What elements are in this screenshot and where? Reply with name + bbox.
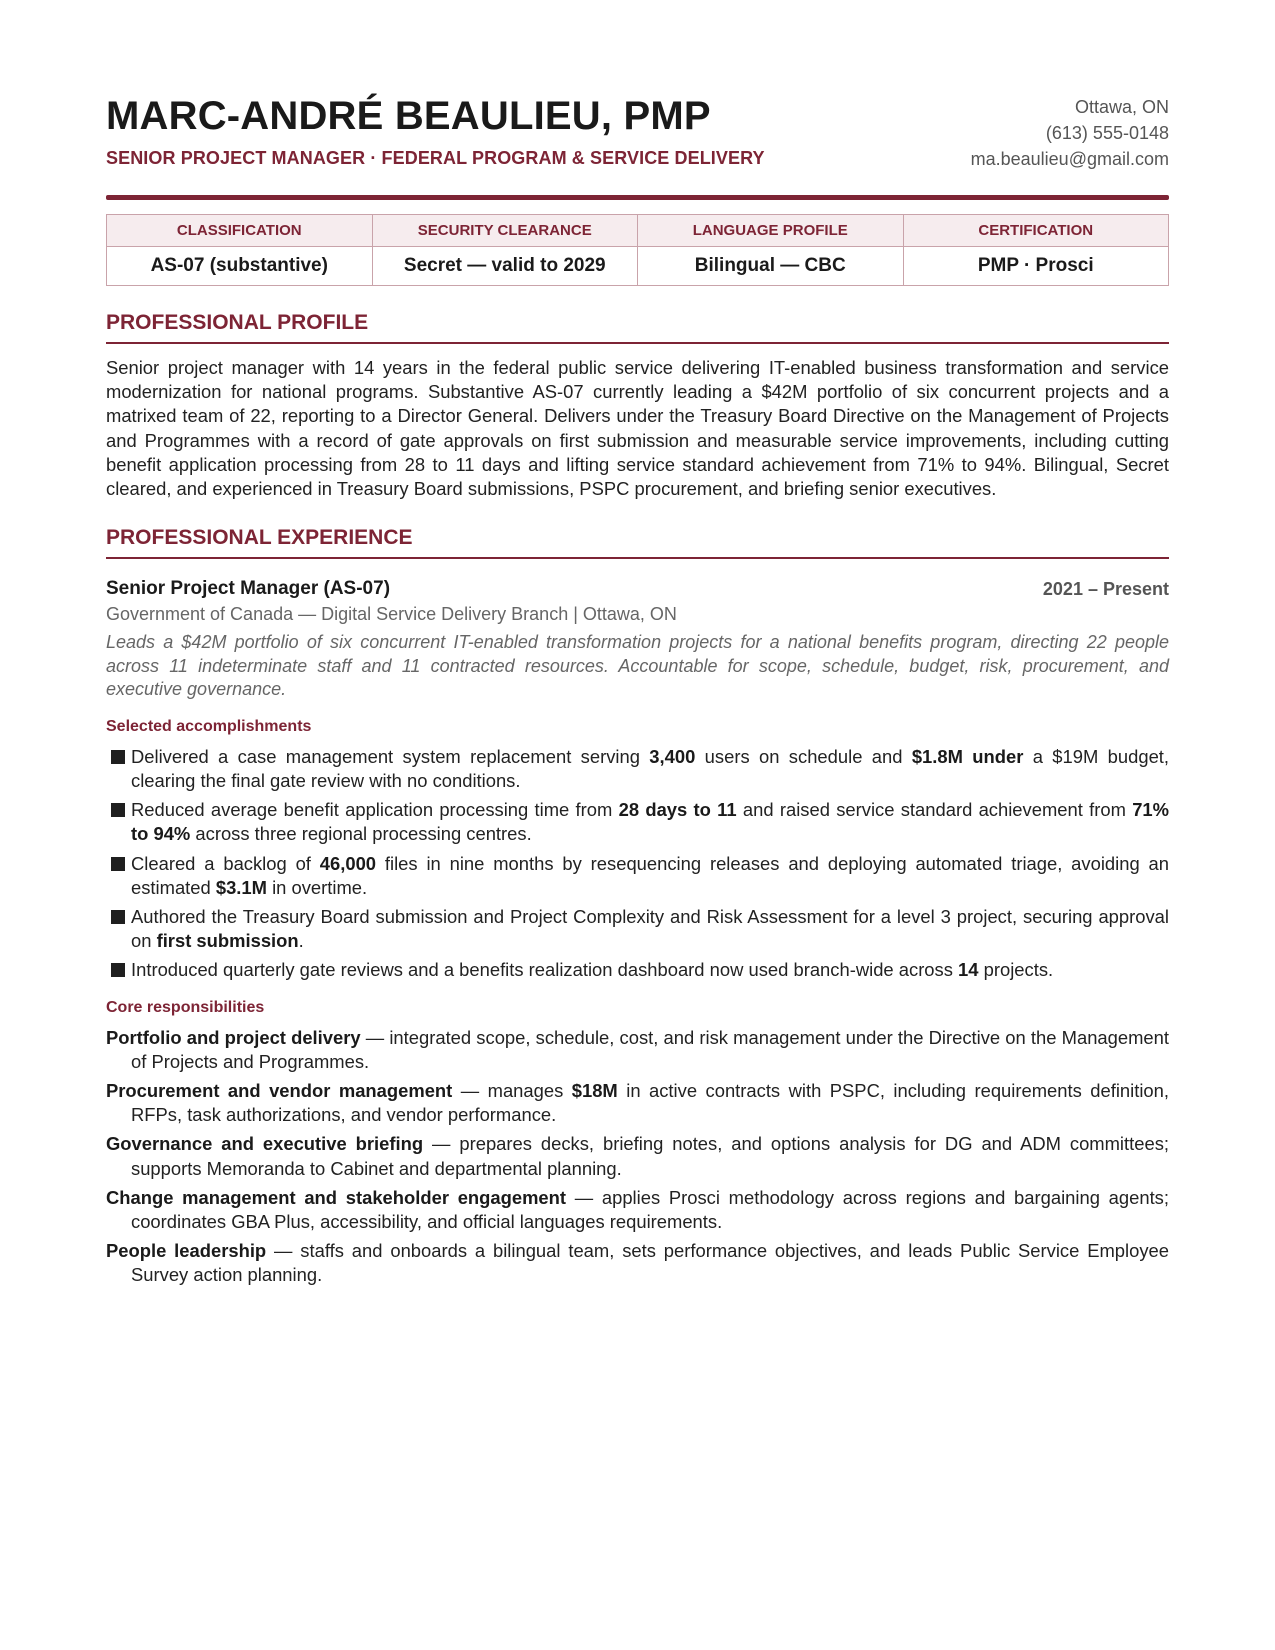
text-run: Delivered a case management system replacement serving: [131, 745, 650, 767]
text-run: — applies Prosci methodology across regions and bargaining agents; coordinates GBA Plus, accessibility, and official languages requirements.: [131, 1186, 1169, 1232]
bold-text: first submission: [156, 930, 299, 952]
text-run: — manages: [452, 1079, 572, 1101]
candidate-subtitle: SENIOR PROJECT MANAGER · FEDERAL PROGRAM & SERVICE DELIVERY: [106, 148, 765, 168]
text-run: in active contracts with PSPC, including requirements definition, RFPs, task authorizations, and vendor performance.: [131, 1079, 1169, 1126]
text-run: a $19M budget, clearing the final gate review with no conditions.: [131, 745, 1170, 791]
text-run: files in nine months by resequencing releases and deploying automated triage, avoiding an estimated: [131, 852, 1169, 898]
text-run: projects.: [978, 959, 1054, 981]
square-bullet-icon: [111, 910, 125, 924]
contact-email: ma.beaulieu@gmail.com: [970, 149, 1169, 169]
job-employer: Government of Canada — Digital Service Delivery Branch | Ottawa, ON: [106, 604, 677, 625]
text-run: and raised service standard achievement from: [736, 799, 1133, 821]
facts-value-row: [107, 247, 1169, 286]
bold-text: People leadership: [106, 1240, 267, 1262]
contact-location: Ottawa, ON: [1074, 97, 1169, 117]
bold-text: 71% to 94%: [131, 799, 1169, 845]
facts-header-classification: CLASSIFICATION: [107, 215, 373, 247]
text-run: Reduced average benefit application processing time from: [131, 799, 619, 821]
text-run: in overtime.: [266, 876, 368, 898]
responsibilities-heading: Core responsibilities: [106, 998, 265, 1016]
square-bullet-icon: [111, 803, 125, 817]
contact-phone: (613) 555-0148: [1045, 123, 1169, 143]
header-divider: [106, 195, 1169, 200]
text-run: — staffs and onboards a bilingual team, sets performance objectives, and leads Public Service Employee Survey action planning.: [131, 1240, 1169, 1286]
facts-header-security: SECURITY CLEARANCE: [372, 215, 638, 247]
experience-divider: [106, 557, 1169, 559]
candidate-name: MARC-ANDRÉ BEAULIEU, PMP: [106, 94, 711, 138]
bold-text: Portfolio and project delivery: [106, 1026, 361, 1048]
facts-value-security: Secret — valid to 2029: [372, 247, 638, 286]
responsibility-item: [106, 1079, 1169, 1127]
facts-value-language: Bilingual — CBC: [638, 247, 904, 286]
responsibility-item: [106, 1239, 1169, 1287]
bold-text: Governance and executive briefing: [106, 1133, 424, 1155]
text-run: Cleared a backlog of: [131, 852, 320, 874]
accomplishment-item: [106, 852, 1169, 900]
job-header: [106, 577, 1169, 601]
facts-table: [106, 214, 1169, 286]
facts-value-classification: AS-07 (substantive): [107, 247, 373, 286]
accomplishment-item: [106, 958, 1169, 982]
profile-text: Senior project manager with 14 years in the federal public service delivering IT-enabled business transformation and service modernization for national programs. Substantive AS-07 currently leading a $42M portfolio of six concurrent projects and a matrixed team of 22, reporting to a Director General. Delivers under the Treasury Board Directive on the Management of Projects and Programmes with a record of gate approvals on first submission and measurable service improvements, including cutting benefit application processing from 28 to 11 days and lifting service standard achievement from 71% to 94%. Bilingual, Secret cleared, and experienced in Treasury Board submissions, PSPC procurement, and briefing senior executives.: [106, 357, 1169, 500]
accomplishment-item: [106, 905, 1169, 953]
bold-text: 28 days to 11: [618, 799, 737, 821]
experience-section-title: PROFESSIONAL EXPERIENCE: [106, 526, 413, 550]
square-bullet-icon: [111, 963, 125, 977]
text-run: — integrated scope, schedule, cost, and risk management under the Directive on the Management of Projects and Programmes.: [131, 1026, 1169, 1072]
bold-text: $3.1M: [215, 876, 267, 898]
job-title: Senior Project Manager (AS-07): [106, 578, 391, 600]
accomplishment-item: [106, 798, 1169, 846]
bold-text: Procurement and vendor management: [106, 1079, 453, 1101]
facts-header-certification: CERTIFICATION: [903, 215, 1169, 247]
square-bullet-icon: [111, 750, 125, 764]
job-summary: Leads a $42M portfolio of six concurrent IT-enabled transformation projects for a national benefits program, directing 22 people across 11 indeterminate staff and 11 contracted resources. Accountable for scope, schedule, budget, risk, procurement, and executive governance.: [106, 632, 1169, 700]
responsibilities-list: [106, 1026, 1169, 1288]
text-run: — prepares decks, briefing notes, and options analysis for DG and ADM committees; supports Memoranda to Cabinet and departmental planning.: [131, 1133, 1170, 1179]
job-dates: 2021 – Present: [1042, 579, 1169, 600]
bold-text: 3,400: [649, 745, 696, 767]
text-run: Authored the Treasury Board submission and Project Complexity and Risk Assessment for a level 3 project, securing approval on: [131, 905, 1169, 952]
bold-text: $1.8M under: [911, 745, 1024, 767]
bold-text: $18M: [571, 1079, 618, 1101]
accomplishments-heading: Selected accomplishments: [106, 717, 312, 735]
profile-divider: [106, 342, 1169, 344]
bold-text: Change management and stakeholder engagement: [106, 1186, 567, 1208]
bold-text: 46,000: [319, 852, 377, 874]
facts-value-certification: PMP · Prosci: [903, 247, 1169, 286]
resume-header: [106, 0, 1169, 187]
profile-section-title: PROFESSIONAL PROFILE: [106, 311, 369, 334]
facts-header-language: LANGUAGE PROFILE: [638, 215, 904, 247]
square-bullet-icon: [111, 857, 125, 871]
bold-text: 14: [958, 959, 979, 981]
responsibility-item: [106, 1186, 1169, 1234]
facts-header-row: [107, 215, 1169, 247]
accomplishments-list: [106, 745, 1169, 983]
text-run: users on schedule and: [695, 745, 912, 767]
accomplishment-item: [106, 745, 1169, 793]
responsibility-item: [106, 1026, 1169, 1074]
text-run: .: [298, 930, 304, 952]
responsibility-item: [106, 1132, 1169, 1180]
text-run: Introduced quarterly gate reviews and a benefits realization dashboard now used branch-wide across: [131, 959, 959, 981]
text-run: across three regional processing centres.: [190, 823, 532, 845]
contact-block: [971, 94, 1169, 172]
